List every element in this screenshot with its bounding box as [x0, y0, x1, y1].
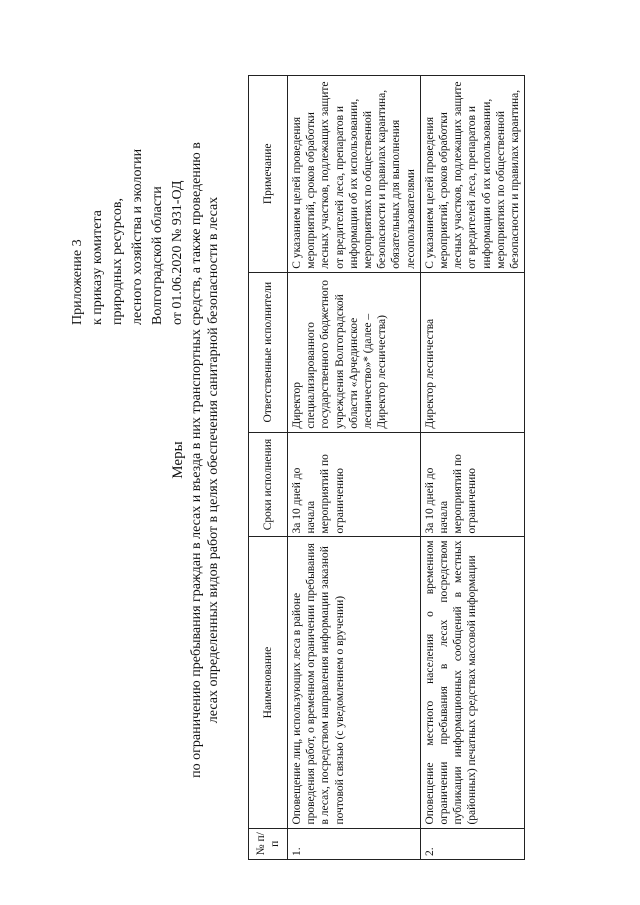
cell-exec: Директор лесничества	[420, 272, 524, 432]
title-line: лесах определенных видов работ в целях обеспечения санитарной безопасности в лесах	[206, 196, 221, 724]
appendix-line: природных ресурсов,	[110, 197, 125, 325]
cell-exec: Директор специализированного государственного бюджетного учреждения Волгоградской области «Арчединское лесничество»* (далее – Директор лесничества)	[288, 272, 421, 432]
table-row	[420, 76, 524, 860]
measures-table	[248, 75, 525, 860]
header-exec: Ответственные исполнители	[249, 272, 288, 432]
appendix-line: Волгоградской области	[150, 186, 165, 325]
document-title	[170, 110, 222, 810]
header-note: Примечание	[249, 76, 288, 273]
cell-name: Оповещение местного населения о временном ограничении пребывания в лесах посредством публикации информационных сообщений в местных (районных) печатных средствах массовой информации	[420, 537, 524, 828]
title-main: Меры	[170, 441, 186, 479]
cell-note: С указанием целей проведения мероприятий, сроков обработки лесных участков, подлежащих защите от вредителей леса, препаратов и информации об их использовании, мероприятиях по общественной безопасности и правилах карантина,	[420, 76, 524, 273]
header-num: № п/п	[249, 828, 288, 859]
table-header-row	[249, 76, 288, 860]
cell-term: За 10 дней до начала мероприятий по ограничению	[288, 432, 421, 537]
appendix-line: от 01.06.2020 № 931-ОД	[170, 180, 185, 325]
cell-num: 1.	[288, 828, 421, 859]
title-line: по ограничению пребывания граждан в лесах и въезда в них транспортных средств, а также проведению в	[189, 142, 204, 778]
cell-note: С указанием целей проведения мероприятий, сроков обработки лесных участков, подлежащих защите от вредителей леса, препаратов и информации об их использовании, мероприятиях по общественной безопасности и правилах карантина, обязательных для выполнения лесопользователями	[288, 76, 421, 273]
cell-term: За 10 дней до начала мероприятий по ограничению	[420, 432, 524, 537]
cell-num: 2.	[420, 828, 524, 859]
header-name: Наименование	[249, 537, 288, 828]
header-term: Сроки исполнения	[249, 432, 288, 537]
table-row	[288, 76, 421, 860]
appendix-line: Приложение 3	[70, 239, 85, 325]
appendix-line: к приказу комитета	[90, 210, 105, 325]
appendix-line: лесного хозяйства и экологии	[130, 148, 145, 325]
cell-name: Оповещение лиц, использующих леса в районе проведения работ, о временном ограничении пребывания в лесах, посредством направления информации заказной почтовой связью (с уведомлением о вручении)	[288, 537, 421, 828]
